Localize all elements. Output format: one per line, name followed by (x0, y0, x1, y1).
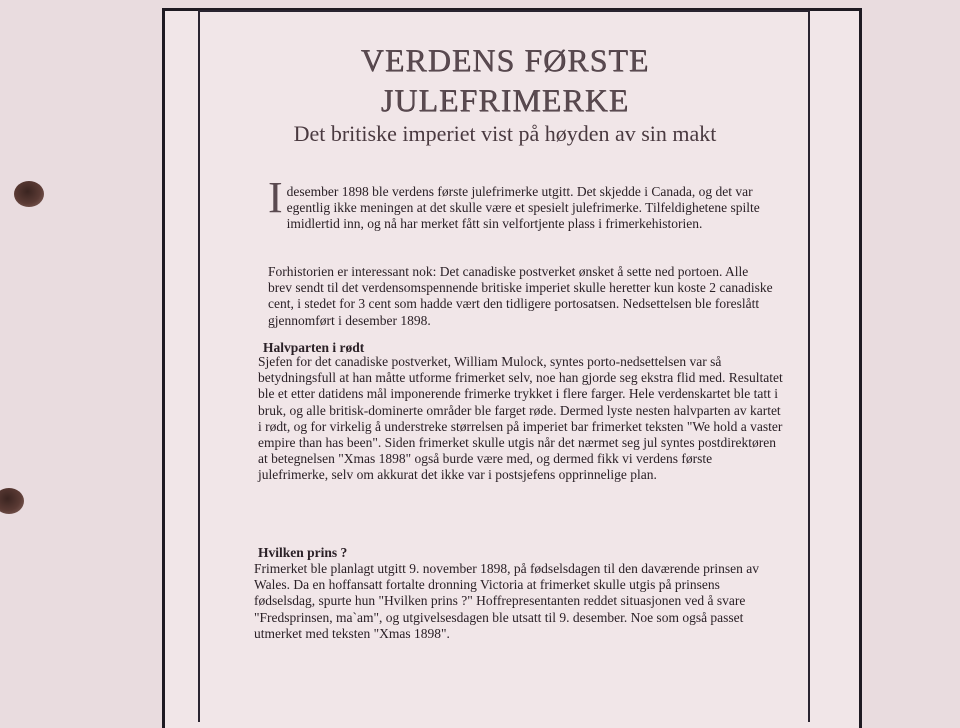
drop-cap: I (268, 173, 283, 222)
page-subtitle: Det britiske imperiet vist på høyden av sin makt (293, 121, 717, 146)
prins-paragraph: Frimerket ble planlagt utgitt 9. november 1898, på fødselsdagen til den daværende prinsen av Wales. Da en hoffansatt fortalte dronning Victoria at frimerket skulle utgis på prinsens fødselsdag, spurte hun "Hvilken prins ?" Hoffrepresentanten reddet situasjonen ved å svare "Fredsprinsen, ma`am", og utgivelsesdagen ble utsatt til 9. desember. Noe som også passet utmerket med teksten "Xmas 1898". (254, 561, 759, 641)
intro-paragraph (268, 173, 768, 233)
halvparten-paragraph: Sjefen for det canadiske postverket, William Mulock, syntes porto-nedsettelsen var så betydningsfull at han måtte utforme frimerket selv, noe han gjorde seg ekstra flid med. Resultatet ble et etter datidens mål imponerende frimerke trykket i flere farger. Hele verdenskartet ble tatt i bruk, og alle britisk-dominerte områder ble farget røde. Dermed lyste nesten halvparten av kartet i rødt, og for virkelig å understreke størrelsen på imperiet bar frimerket teksten "We hold a vaster empire than has been". Siden frimerket skulle utgis når det nærmet seg jul syntes postdirektøren at betegnelsen "Xmas 1898" også burde være med, og dermed fikk vi verdens første julefrimerke, selv om akkurat det ikke var i postsjefens opprinnelige plan. (258, 354, 783, 483)
intro-paragraph-text: desember 1898 ble verdens første julefrimerke utgitt. Det skjedde i Canada, og det var egentlig ikke meningen at det skulle være et spesielt julefrimerke. Tilfeldighetene spilte imidlertid inn, og nå har merket fått sin velfortjente plass i frimerkehistorien. (286, 184, 760, 232)
background-paragraph: Forhistorien er interessant nok: Det canadiske postverket ønsket å sette ned portoen. Alle brev sendt til det verdensomspennende britiske imperiet skulle heretter kun koste 2 canadiske cent, i stedet for 3 cent som hadde vært den tidligere portosatsen. Nedsettelsen ble foreslått gjennomført i desember 1898. (268, 264, 773, 328)
binder-hole (14, 181, 44, 207)
title-line-2: JULEFRIMERKE (380, 82, 630, 118)
section-heading-halvparten: Halvparten i rødt (263, 340, 365, 355)
section-heading-prins: Hvilken prins ? (258, 545, 348, 560)
title-line-1: VERDENS FØRSTE (360, 42, 650, 78)
binder-hole (0, 488, 24, 514)
page-title (200, 40, 810, 120)
